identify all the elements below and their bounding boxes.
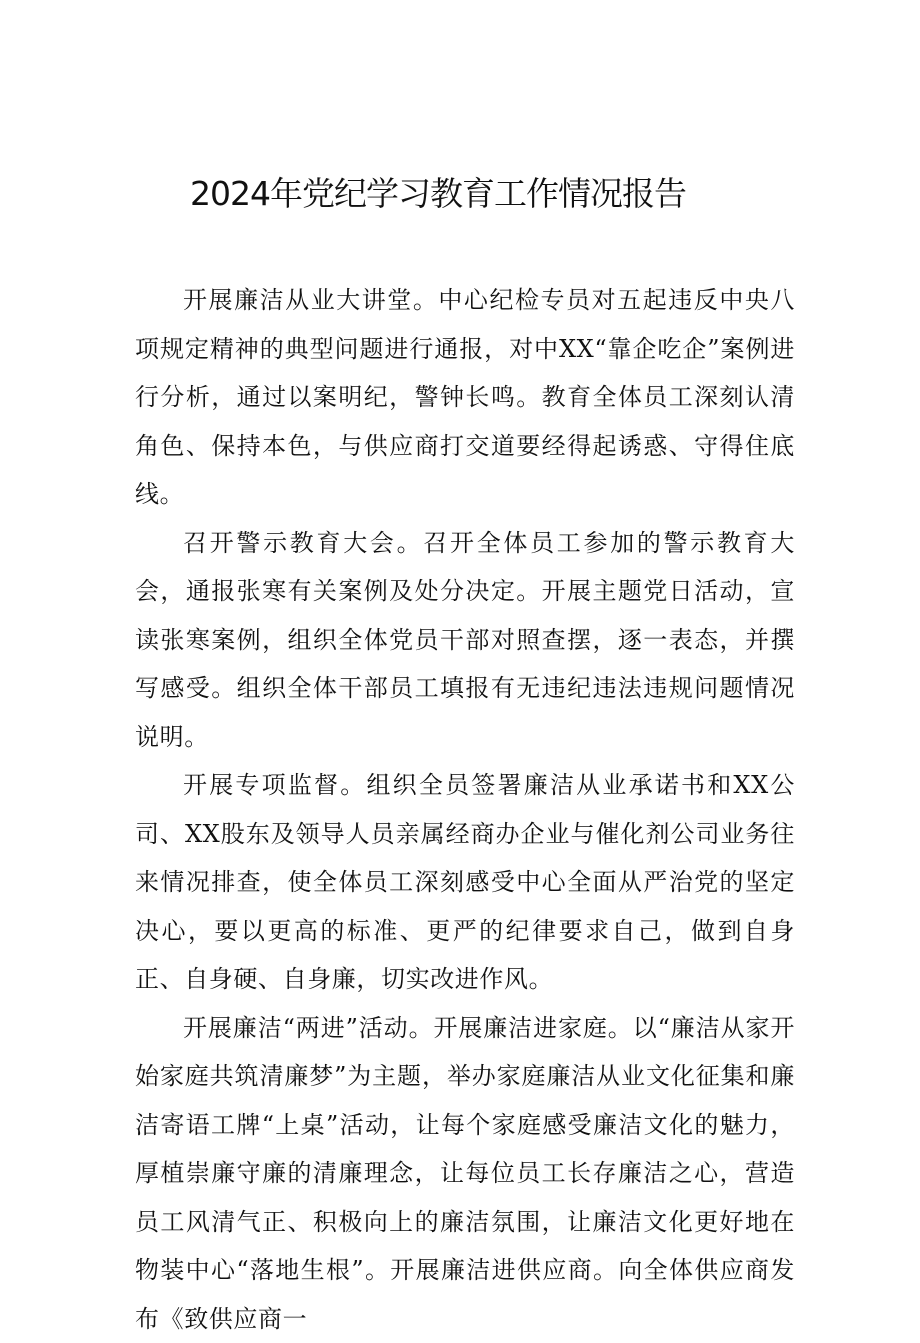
paragraph-warning-meeting: 召开警示教育大会。召开全体员工参加的警示教育大会，通报张寒有关案例及处分决定。开展主题党日活动，宣读张寒案例，组织全体党员干部对照查摆，逐一表态，并撰写感受。组织全体干部员工填报有无违纪违法违规问题情况说明。 bbox=[135, 519, 795, 762]
document-body bbox=[135, 276, 795, 1343]
document-title: 2024年党纪学习教育工作情况报告 bbox=[190, 168, 750, 215]
paragraph-lecture: 开展廉洁从业大讲堂。中心纪检专员对五起违反中央八项规定精神的典型问题进行通报，对中XX“靠企吃企”案例进行分析，通过以案明纪，警钟长鸣。教育全体员工深刻认清角色、保持本色，与供应商打交道要经得起诱惑、守得住底线。 bbox=[135, 276, 795, 519]
paragraph-integrity-activities: 开展廉洁“两进”活动。开展廉洁进家庭。以“廉洁从家开始家庭共筑清廉梦”为主题，举办家庭廉洁从业文化征集和廉洁寄语工牌“上桌”活动，让每个家庭感受廉洁文化的魅力，厚植崇廉守廉的清廉理念，让每位员工长存廉洁之心，营造员工风清气正、积极向上的廉洁氛围，让廉洁文化更好地在物装中心“落地生根”。开展廉洁进供应商。向全体供应商发布《致供应商一 bbox=[135, 1004, 795, 1343]
paragraph-special-supervision: 开展专项监督。组织全员签署廉洁从业承诺书和XX公司、XX股东及领导人员亲属经商办企业与催化剂公司业务往来情况排查，使全体员工深刻感受中心全面从严治党的坚定决心，要以更高的标准、更严的纪律要求自己，做到自身正、自身硬、自身廉，切实改进作风。 bbox=[135, 761, 795, 1004]
